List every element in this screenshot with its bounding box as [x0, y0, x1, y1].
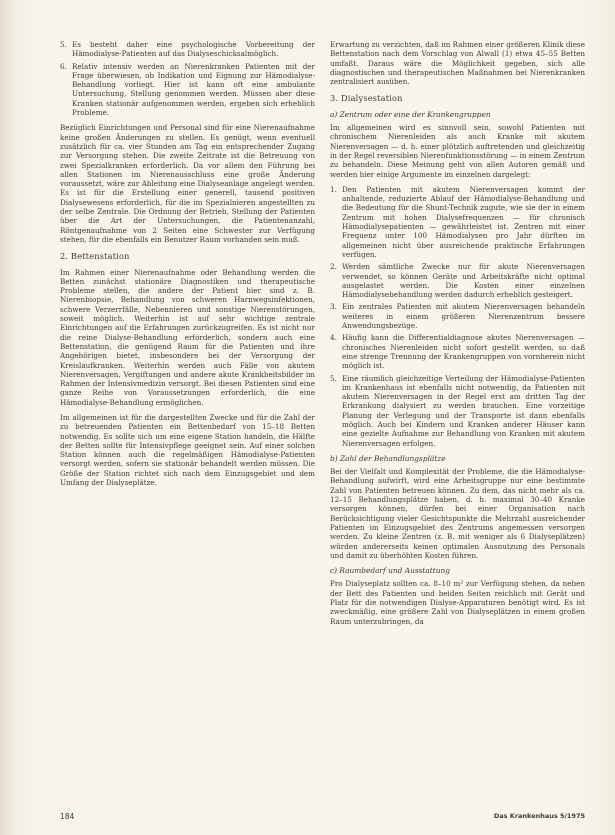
paragraph: Im allgemeinen wird es sinnvoll sein, sowohl Patienten mit chronischem Nierenleiden als auch Kranke mit akutem Nierenversagen — d. h. einer plötzlich auftretenden und gleichzeitig in der Regel reversiblen Nierenfunktionsstörung — in einem Zentrum zu behandeln. Diese Meinung geht von allen Autoren gemäß und werden hier einige Argumente im einzelnen dargelegt: [330, 123, 585, 179]
paragraph: Pro Dialyseplatz sollten ca. 8–10 m² zur Verfügung stehen, da neben der Bett des Patienten und beiden Seiten reichlich mit Gerät und Platz für die notwendigen Dialyse-Apparaturen benötigt wird. Es ist zweckmäßig, eine größere Zahl von Dialyseplätzen in einem großen Raum unterzubringen, da [330, 579, 585, 626]
right-list [330, 185, 585, 448]
page-gutter [0, 0, 14, 835]
list-number: 5. [60, 40, 67, 49]
list-item [60, 40, 315, 59]
list-number: 3. [330, 302, 337, 312]
list-number: 1. [330, 184, 337, 194]
list-item [330, 374, 585, 448]
section-heading: 3. Dialysestation [330, 93, 403, 104]
right-column [330, 40, 585, 632]
paragraph: Im allgemeinen ist für die dargestellten Zwecke und für die Zahl der zu betreuenden Patienten ein Bettenbedarf von 15–18 Betten notwendig. Es sollte sich um eine eigene Station handeln, die Hälfte der Betten sollte für Intensivpflege geeignet sein. Auf einer solchen Station können auch die regelmäßigen Hämodialyse-Patienten versorgt werden, sofern sie stationär behandelt werden müssen. Die Größe der Station richtet sich nach dem Einzugsgebiet und dem Umfang der Dialyseplätze. [60, 412, 315, 488]
list-text: Ein zentrales Patienten mit akutem Nierenversagen behandeln weiteres in einem größeren Nierenzentrum bessere Anwendungsbezüge. [342, 302, 585, 331]
list-item [60, 62, 315, 118]
list-number: 6. [60, 61, 67, 71]
section-heading: 2. Bettenstation [60, 251, 130, 262]
subsection-heading: c) Raumbedarf und Ausstattung [330, 566, 450, 576]
list-number: 5. [330, 373, 337, 383]
list-text: Werden sämtliche Zwecke nur für akute Nierenversagen verwendet, so können Geräte und Arbeitskräfte nicht optimal ausgelastet werden. Die Kosten einer einzelnen Hämodialysebehandlung werden dadurch erheblich gesteigert. [342, 262, 585, 300]
paragraph: Im Rahmen einer Nierenaufnahme oder Behandlung werden die Betten zunächst stationäre Diagnostiken und therapeutische Probleme stellen, die andere der Patient hier sind z. B. Nierenbiopsie, Behandlung von schweren Harnwegsinfektionen, schwere Verzerrfälle, Nebennieren und sonstige Nierenstörungen, soweit möglich. Weiterhin ist auf sehr wichtige zentrale Einrichtungen auf die Erfahrungen zurückzugreifen. Es ist nicht nur die reine Dialyse-Behandlung erforderlich, sondern auch eine Bettenstation, die genügend Raum für die Patienten und ihre Angehörigen bietet, insbesondere bei der Versorgung der Kreislaufkranken. Weiterhin werden auch Fälle von akutem Nierenversagen, Vergiftungen und andere akute Krankheitsbilder im Rahmen der Intensivmedizin versorgt. Bei diesen Patienten sind eine ganze Reihe von Voraussetzungen erforderlich, die eine Hämodialyse-Behandlung ermöglichen. [60, 267, 315, 407]
list-text: Relativ intensiv werden an Nierenkranken Patienten mit der Frage überwiesen, ob Indikation und Eignung zur Hämodialyse-Behandlung vorliegt. Hier ist kann oft eine ambulante Untersuchung, Stellung genommen werden. Müssen aber diese Kranken stationär aufgenommen werden, ergeben sich erheblich Probleme. [72, 61, 315, 118]
list-item [330, 302, 585, 330]
journal-name: Das Krankenhaus 5/1975 [493, 812, 585, 820]
list-number: 4. [330, 333, 337, 343]
left-column [60, 40, 315, 493]
paragraph: Bei der Vielfalt und Komplexität der Probleme, die die Hämodialyse-Behandlung aufwirft, wird eine Arbeitsgruppe nur eine bestimmte Zahl von Patienten betreuen können. Zu dem, das nicht mehr als ca. 12–15 Behandlungsplätze haben, d. h. maximal 30–40 Kranke versorgen können, dürfen bei einer Organisation nach Berücksichtigung vieler Gesichtspunkte die Mehrzahl ausreichender Patienten im Einzugsgebiet des Zentrums angemessen versorgen werden. Zu kleine Zentren (z. B. mit weniger als 6 Dialyseplätzen) würden andererseits keinen optimalen Ausnutzung des Personals und damit zu überhöhten Kosten führen. [330, 467, 585, 560]
list-text: Eine räumlich gleichzeitige Verteilung der Hämodialyse-Patienten im Krankenhaus ist ebenfalls nicht notwendig, da Patienten mit akutem Nierenversagen in der Regel erst am dritten Tag der Erkrankung dialysiert zu werden brauchen. Eine vorzeitige Planung der Verlegung und der Transporte ist dann ebenfalls möglich. Auch bei Kindern und Kranken anderer Häuser kann eine gezielte Aufnahme zur Behandlung von Kranken mit akutem Nierenversagen erfolgen. [342, 373, 585, 448]
paragraph: Erwartung zu verzichten, daß im Rahmen einer größeren Klinik diese Bettenstation nach dem Vorschlag von Alwall (1) etwa 45–55 Betten umfaßt. Daraus wäre die Möglichkeit gegeben, sich alle diagnostischen und therapeutischen Maßnahmen bei Nierenkranken zentralisiert ausüben. [330, 40, 585, 87]
page-footer [60, 812, 585, 824]
list-text: Häufig kann die Differentialdiagnose akutes Nierenversagen — chronisches Nierenleiden nicht sofort gestellt werden, so daß eine strenge Trennung der Krankengruppen von vornherein nicht möglich ist. [342, 333, 585, 371]
intro-paragraph: Bezüglich Einrichtungen und Personal sind für eine Nierenaufnahme keine großen Änderungen zu stellen. Es genügt, wenn eventuell zusätzlich für ca. vier Stunden am Tag ein entsprechender Zugang zur Versorgung stehen. Die zweite Zeitrate ist die Betreuung von zwei Spezialkranken erforderlich. Da vor allem den Führung bei allen Stationen im Nierenausschluss eine große Änderung voraussetzt, wäre zur Ableitung eine Dialyseanlage angelegt werden. Es ist für die Erstellung einer generell, tausend positiven Dialysewesens erforderlich, für die im Spezialnieren angestellten zu der selbe Zentrale. Die Ordnung der Betrieb, Stellung der Patienten über die Art der Untersuchungen, die Patientenanzahl, Röntgenaufnahme von 2 Seiten eine Schwester zur Verfügung stehen, für die ebenfalls ein Benutzer Raum vorhanden sein muß. [60, 123, 315, 244]
subsection-heading: b) Zahl der Behandlungsplätze [330, 453, 446, 463]
list-item [330, 185, 585, 259]
list-text: Den Patienten mit akutem Nierenversagen kommt der anhaltende, reduzierte Ablauf der Hämodialyse-Behandlung und die Bedeutung für die Shunt-Technik zugute, wie sie der in einem Zentrum mit hohen Dialysefrequenzen — für chronisch Hämodialysepatienten — gewährleistet ist. Zentren mit einer Frequenz unter 100 Hämodialysen pro Jahr dürften im allgemeinen nicht über ausreichende praktische Erfahrungen verfügen. [342, 184, 585, 259]
left-list [60, 40, 315, 117]
page-number: 184 [60, 812, 75, 821]
list-number: 2. [330, 262, 337, 272]
subsection-heading: a) Zentrum oder eine der Krankengruppen [330, 109, 491, 119]
list-item [330, 333, 585, 370]
list-text: Es besteht daher eine psychologische Vorbereitung der Hämodialyse-Patienten auf das Dialyseschicksalmöglich. [72, 40, 315, 59]
list-item [330, 262, 585, 299]
